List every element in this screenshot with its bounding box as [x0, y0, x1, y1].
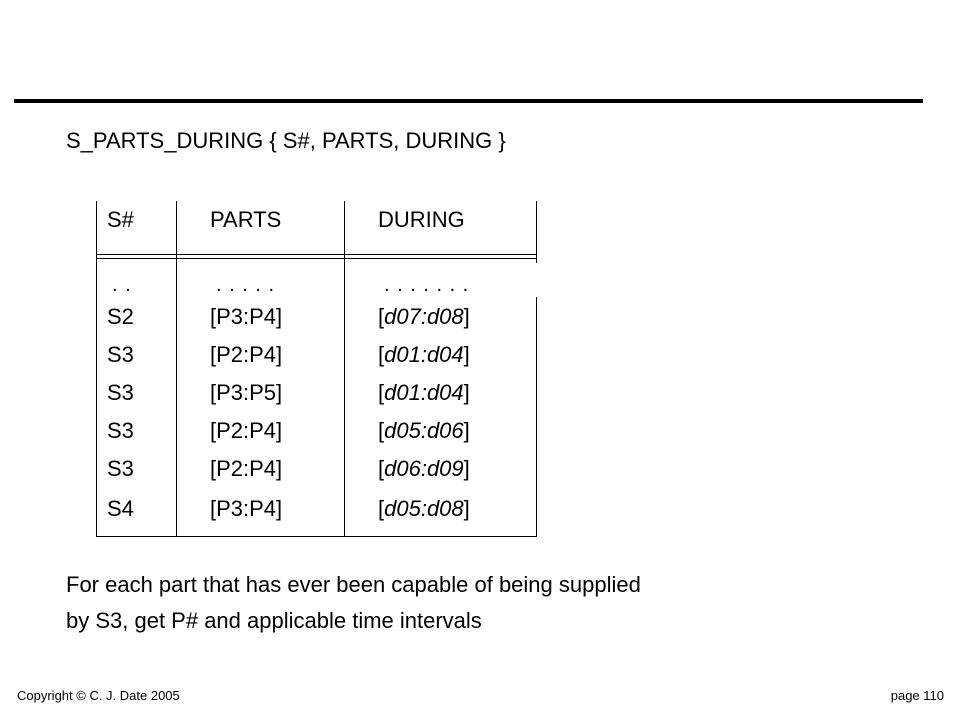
ellipsis-s-number: . .: [112, 274, 132, 296]
interval-bounds: d01:d04: [384, 380, 464, 405]
cell-s-number: S2: [107, 304, 134, 329]
interval-close-bracket: ]: [463, 496, 470, 521]
interval-bounds: d05:d06: [384, 418, 464, 443]
cell-during: [378, 456, 470, 482]
interval-bounds: d06:d09: [384, 456, 464, 481]
interval-close-bracket: ]: [463, 456, 470, 481]
copyright-footer: Copyright © C. J. Date 2005: [17, 688, 180, 703]
cell-parts: [P3:P4]: [210, 496, 283, 521]
cell-during: [378, 496, 470, 522]
table-divider-1: [176, 201, 177, 537]
cell-s-number: S3: [107, 456, 134, 481]
relvar-heading: S_PARTS_DURING { S#, PARTS, DURING }: [66, 128, 506, 153]
cell-during: [378, 418, 470, 444]
interval-open-bracket: [: [378, 456, 385, 481]
ellipsis-during: . . . . . . .: [384, 274, 470, 296]
cell-parts: [P2:P4]: [210, 456, 283, 481]
query-text-line-2: by S3, get P# and applicable time intervals: [66, 608, 482, 633]
page-number: page 110: [890, 688, 944, 703]
interval-close-bracket: ]: [463, 380, 470, 405]
table-left-border: [96, 201, 97, 537]
interval-bounds: d05:d08: [384, 496, 464, 521]
table-divider-2: [344, 201, 345, 537]
column-header-parts: PARTS: [210, 207, 282, 232]
table-bottom-border: [96, 536, 537, 537]
header-underline-1: [96, 254, 537, 255]
column-header-during: DURING: [378, 207, 465, 232]
top-rule: [14, 99, 923, 103]
interval-bounds: d07:d08: [384, 304, 464, 329]
interval-open-bracket: [: [378, 496, 385, 521]
interval-close-bracket: ]: [463, 342, 470, 367]
interval-bounds: d01:d04: [384, 342, 464, 367]
cell-s-number: S3: [107, 380, 134, 405]
query-text-line-1: For each part that has ever been capable of being supplied: [66, 572, 641, 597]
ellipsis-parts: . . . . .: [216, 274, 276, 296]
interval-open-bracket: [: [378, 304, 385, 329]
cell-s-number: S3: [107, 342, 134, 367]
interval-open-bracket: [: [378, 380, 385, 405]
cell-during: [378, 380, 470, 406]
interval-open-bracket: [: [378, 418, 385, 443]
cell-parts: [P2:P4]: [210, 418, 283, 443]
cell-during: [378, 342, 470, 368]
cell-s-number: S3: [107, 418, 134, 443]
cell-parts: [P2:P4]: [210, 342, 283, 367]
interval-open-bracket: [: [378, 342, 385, 367]
header-underline-2: [96, 258, 537, 259]
cell-parts: [P3:P5]: [210, 380, 283, 405]
cell-parts: [P3:P4]: [210, 304, 283, 329]
interval-close-bracket: ]: [463, 418, 470, 443]
column-header-s-number: S#: [107, 207, 134, 232]
interval-close-bracket: ]: [463, 304, 470, 329]
table-right-border-lower: [536, 297, 537, 537]
cell-s-number: S4: [107, 496, 134, 521]
cell-during: [378, 304, 470, 330]
